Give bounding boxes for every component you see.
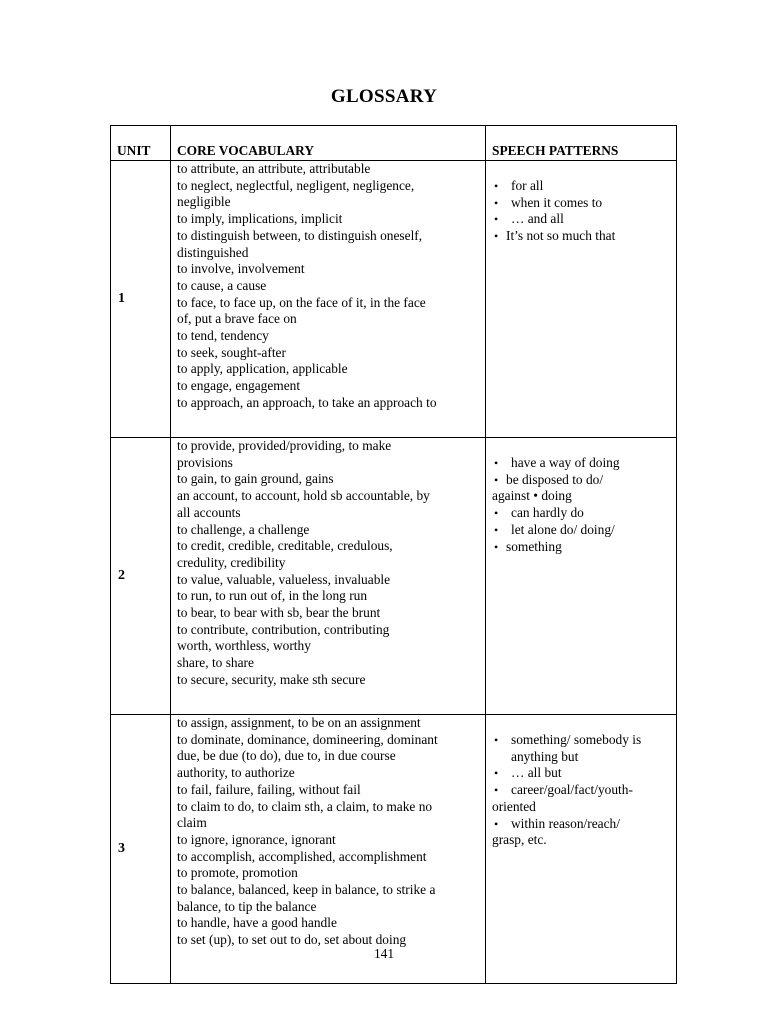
speech-pattern-list	[492, 178, 672, 245]
vocabulary-cell	[171, 161, 486, 438]
vocab-line: to approach, an approach, to take an approach to	[177, 394, 437, 410]
vocab-line: to secure, security, make sth secure	[177, 671, 366, 687]
speech-pattern-item: • … all but	[492, 765, 672, 782]
speech-pattern-item: • let alone do/ doing/	[492, 522, 672, 539]
speech-pattern-item: oriented	[492, 798, 536, 814]
speech-pattern-list	[492, 455, 672, 555]
vocab-line: to seek, sought-after	[177, 344, 286, 360]
vocab-line: of, put a brave face on	[177, 311, 297, 327]
page-number: 141	[373, 946, 395, 961]
speech-pattern-list	[492, 732, 672, 849]
vocab-line: share, to share	[177, 655, 254, 671]
header-speech-patterns: SPEECH PATTERNS	[486, 126, 677, 161]
vocabulary-cell	[171, 715, 486, 984]
vocab-line: to attribute, an attribute, attributable	[177, 161, 371, 176]
vocab-line: all accounts	[177, 504, 241, 520]
speech-pattern-item: • … and all	[492, 211, 672, 228]
vocab-line: to neglect, neglectful, negligent, negligence,	[177, 177, 415, 193]
speech-pattern-item: anything but	[511, 748, 579, 764]
vocab-line: to apply, application, applicable	[177, 361, 348, 377]
vocab-line: to balance, balanced, keep in balance, to strike a	[177, 882, 436, 898]
vocab-line: an account, to account, hold sb accountable, by	[177, 488, 430, 504]
speech-patterns-cell	[486, 715, 677, 984]
vocab-line: to run, to run out of, in the long run	[177, 588, 368, 604]
vocab-line: to engage, engagement	[177, 378, 301, 394]
vocab-line: provisions	[177, 454, 233, 470]
vocab-line: to contribute, contribution, contributing	[177, 621, 390, 637]
vocab-line: to fail, failure, failing, without fail	[177, 781, 361, 797]
vocab-line: to distinguish between, to distinguish oneself,	[177, 227, 423, 243]
speech-pattern-item: • for all	[492, 178, 672, 195]
speech-pattern-item: • within reason/reach/	[492, 816, 672, 833]
page-title: GLOSSARY	[330, 86, 438, 107]
speech-pattern-item: • It’s not so much that	[492, 228, 672, 245]
vocab-line: worth, worthless, worthy	[177, 638, 311, 654]
vocab-line: to imply, implications, implicit	[177, 211, 343, 227]
vocab-line: to bear, to bear with sb, bear the brunt	[177, 605, 381, 621]
speech-pattern-item: • something/ somebody is	[492, 732, 672, 749]
unit-number: 2	[111, 438, 171, 715]
vocab-line: to cause, a cause	[177, 277, 267, 293]
table-row	[111, 438, 677, 715]
vocab-line: to dominate, dominance, domineering, dominant	[177, 731, 438, 747]
speech-pattern-item: • have a way of doing	[492, 455, 672, 472]
vocab-line: to promote, promotion	[177, 865, 298, 881]
table-row	[111, 161, 677, 438]
speech-pattern-item: • career/goal/fact/youth-	[492, 782, 672, 799]
vocabulary-cell	[171, 438, 486, 715]
speech-pattern-item: • be disposed to do/	[492, 472, 672, 489]
vocab-line: to claim to do, to claim sth, a claim, to make no	[177, 798, 433, 814]
vocab-line: to assign, assignment, to be on an assignment	[177, 715, 421, 730]
speech-pattern-item: • can hardly do	[492, 505, 672, 522]
vocab-line: to ignore, ignorance, ignorant	[177, 831, 336, 847]
speech-pattern-item: grasp, etc.	[492, 832, 547, 848]
header-core-vocabulary: CORE VOCABULARY	[171, 126, 486, 161]
vocab-line: claim	[177, 815, 207, 831]
table-header-row	[111, 126, 677, 161]
vocab-line: due, be due (to do), due to, in due course	[177, 748, 396, 764]
speech-pattern-item: • when it comes to	[492, 195, 672, 212]
vocab-line: to provide, provided/providing, to make	[177, 438, 392, 453]
vocab-line: to gain, to gain ground, gains	[177, 471, 334, 487]
vocab-line: to credit, credible, creditable, credulous,	[177, 538, 393, 554]
vocab-line: to set (up), to set out to do, set about doing	[177, 932, 407, 948]
vocab-line: to value, valuable, valueless, invaluable	[177, 571, 391, 587]
vocab-line: balance, to tip the balance	[177, 898, 317, 914]
unit-number: 3	[111, 715, 171, 984]
vocab-line: distinguished	[177, 244, 249, 260]
vocab-line: to accomplish, accomplished, accomplishment	[177, 848, 427, 864]
vocab-line: negligible	[177, 194, 231, 210]
vocab-line: authority, to authorize	[177, 765, 295, 781]
header-unit: UNIT	[111, 126, 171, 161]
vocab-line: to tend, tendency	[177, 328, 269, 344]
vocab-line: credulity, credibility	[177, 554, 286, 570]
vocab-line: to involve, involvement	[177, 261, 305, 277]
vocab-line: to challenge, a challenge	[177, 521, 310, 537]
glossary-table	[110, 125, 677, 984]
speech-patterns-cell	[486, 438, 677, 715]
vocab-line: to handle, have a good handle	[177, 915, 337, 931]
table-row	[111, 715, 677, 984]
vocab-line: to face, to face up, on the face of it, in the face	[177, 294, 426, 310]
unit-number: 1	[111, 161, 171, 438]
speech-pattern-item: • something	[492, 539, 672, 556]
speech-pattern-item: against • doing	[492, 488, 572, 504]
speech-patterns-cell	[486, 161, 677, 438]
